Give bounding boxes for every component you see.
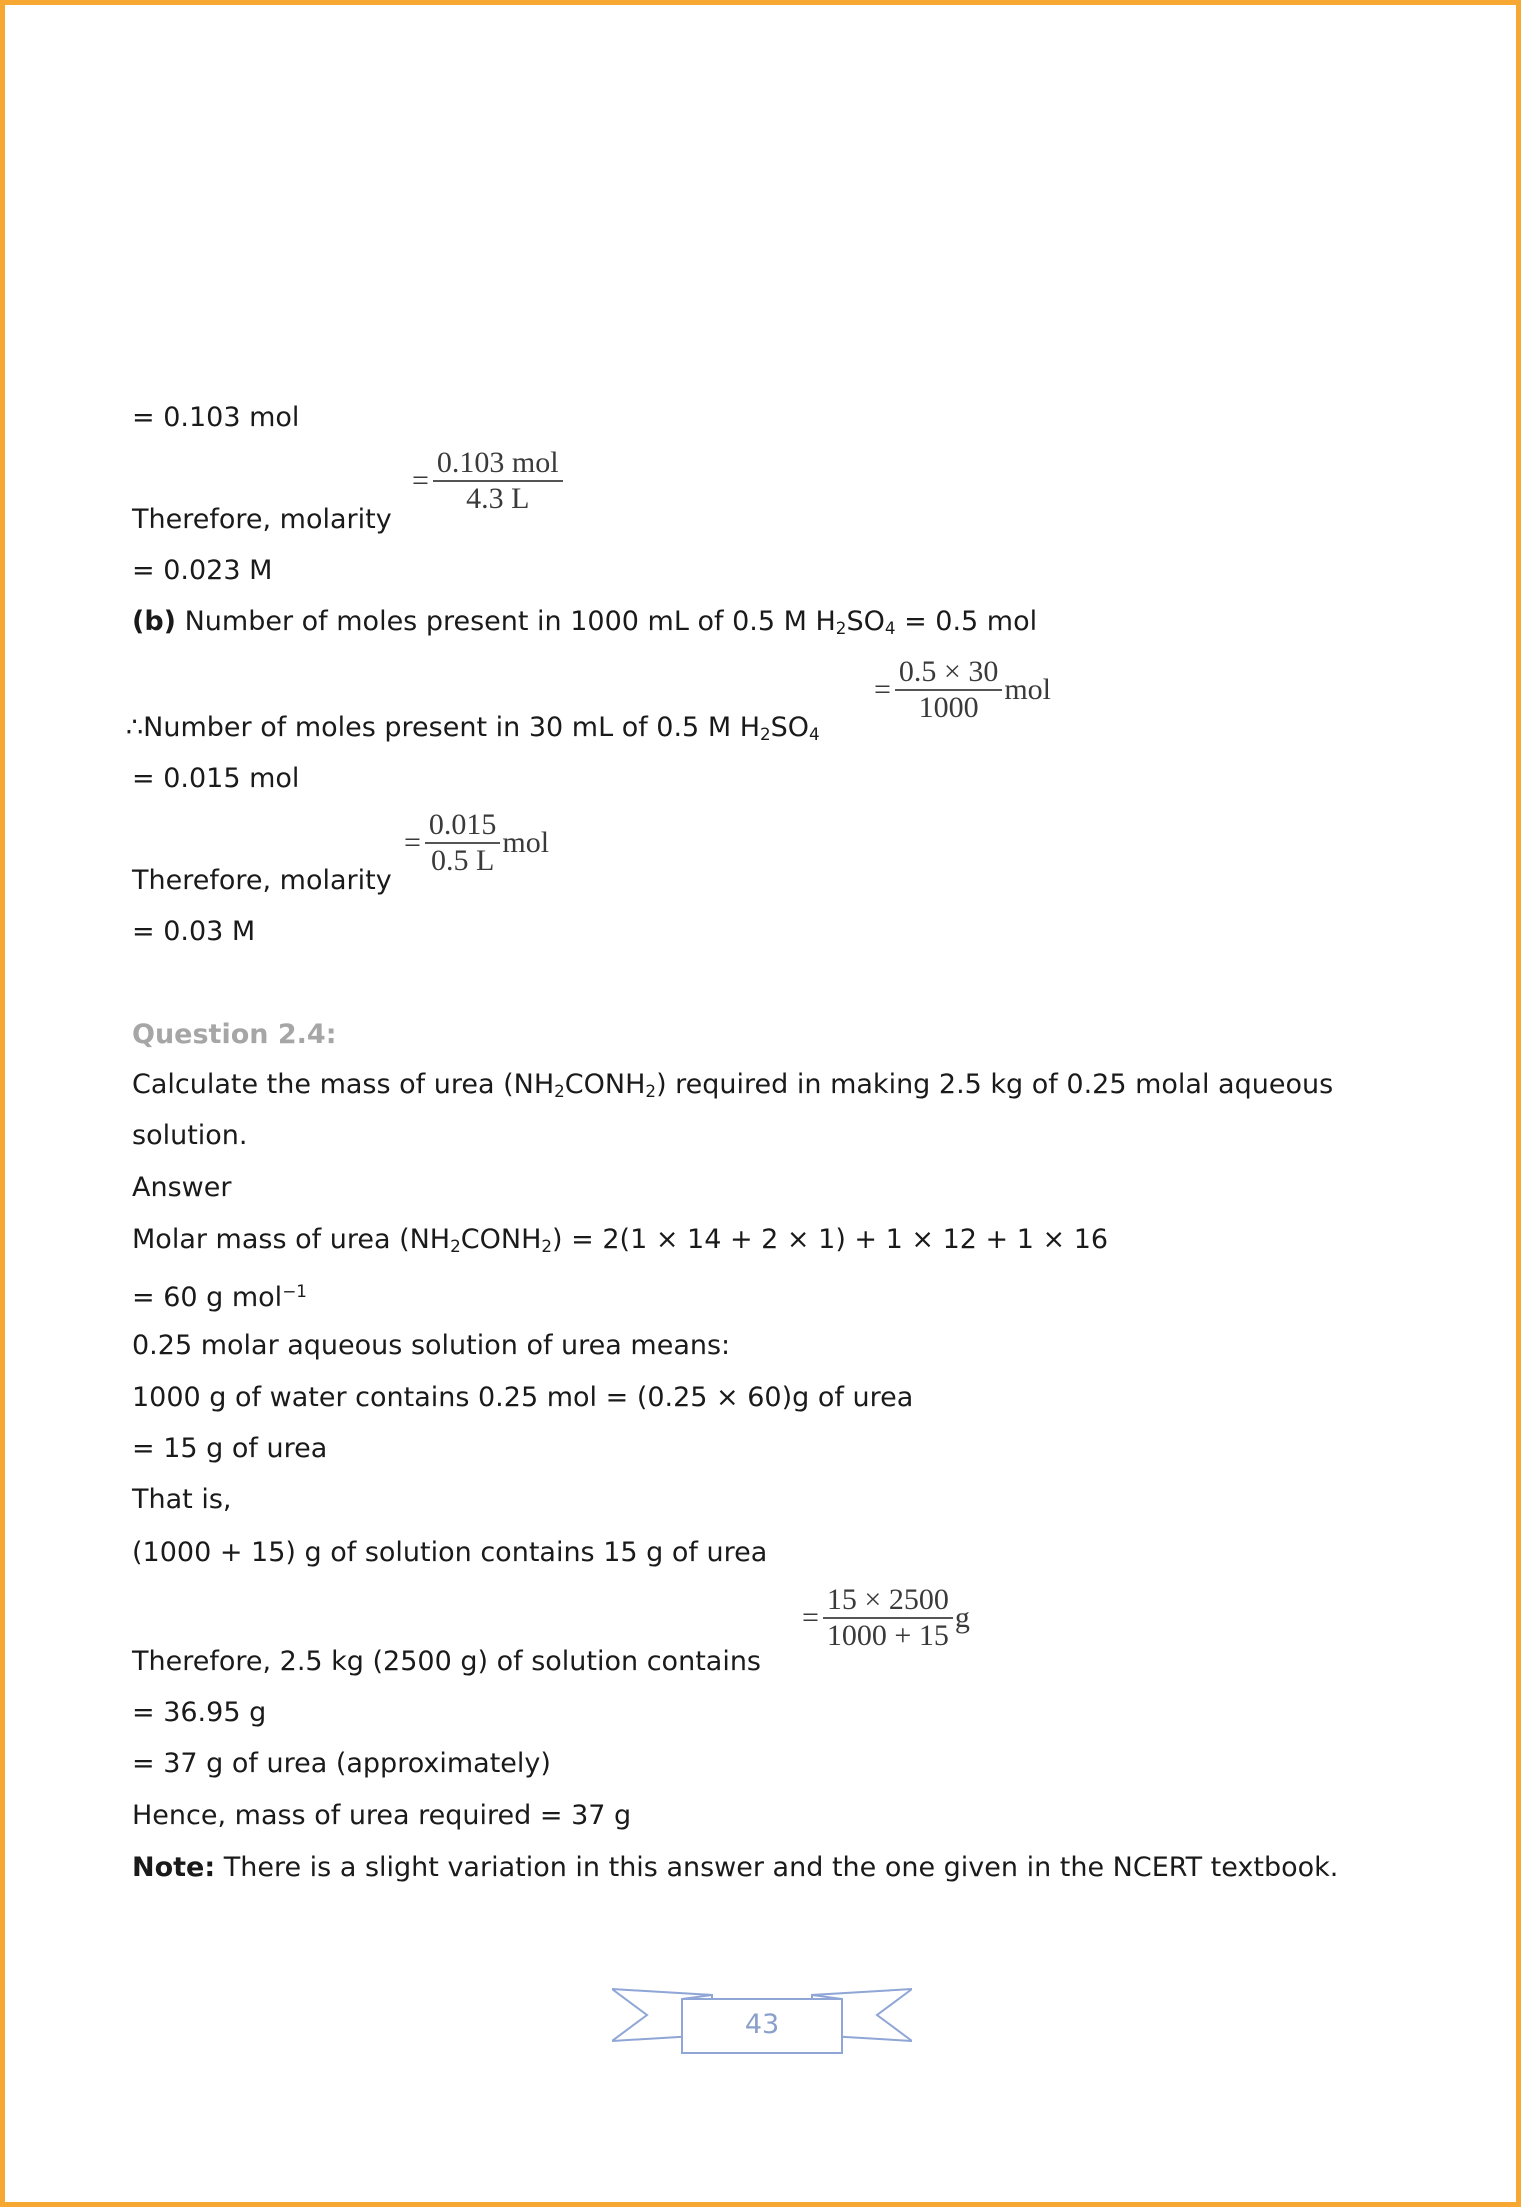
answer-line-3695: = 36.95 g [132, 1697, 267, 1728]
answer-line-hence: Hence, mass of urea required = 37 g [132, 1800, 632, 1831]
part-b-line2-text: ∴Number of moles present in 30 mL of 0.5 M H [126, 712, 760, 743]
answer-line-that-is: That is, [132, 1484, 232, 1515]
fraction-numerator: 15 × 2500 [826, 1583, 949, 1616]
question-text-line2: solution. [132, 1120, 248, 1151]
answer-line-therefore: Therefore, 2.5 kg (2500 g) of solution contains [132, 1646, 762, 1677]
molar-mass-part: CONH [460, 1224, 542, 1255]
molar-mass-result-text: = 60 g mol [132, 1282, 283, 1314]
question-text-part: CONH [564, 1069, 646, 1100]
note-line [132, 1851, 1338, 1885]
subscript: 4 [809, 724, 820, 745]
fraction-denominator: 4.3 L [466, 482, 530, 515]
answer-line-means: 0.25 molar aqueous solution of urea means: [132, 1330, 731, 1361]
molar-mass-result [132, 1274, 307, 1315]
fraction-unit: mol [502, 826, 550, 859]
fraction-unit: mol [1004, 673, 1052, 706]
molar-mass-part: Molar mass of urea (NH [132, 1224, 451, 1255]
subscript: 2 [554, 1081, 565, 1102]
part-b-line1 [132, 605, 1037, 645]
answer-line-37: = 37 g of urea (approximately) [132, 1748, 551, 1779]
subscript: 2 [835, 618, 847, 639]
fraction-denominator: 1000 + 15 [826, 1619, 949, 1652]
molarity-fraction-a [412, 446, 563, 516]
subscript: 4 [884, 618, 896, 639]
moles-result-a: = 0.103 mol [132, 402, 300, 433]
answer-label: Answer [132, 1172, 232, 1203]
subscript: 2 [760, 724, 771, 745]
subscript: 2 [541, 1236, 553, 1257]
superscript: −1 [282, 1281, 307, 1301]
fraction-denominator: 1000 [918, 691, 979, 724]
note-text: There is a slight variation in this answer and the one given in the NCERT textbook. [215, 1852, 1339, 1883]
question-heading: Question 2.4: [132, 1019, 337, 1050]
answer-line-15g: = 15 g of urea [132, 1433, 328, 1464]
molarity-label-a: Therefore, molarity [132, 504, 392, 535]
page-number: 43 [744, 2009, 780, 2040]
question-text [132, 1068, 1333, 1108]
formula-part: SO [846, 606, 885, 637]
equals-sign: = [412, 464, 429, 497]
part-b-line2 [126, 711, 820, 751]
answer-line-water: 1000 g of water contains 0.25 mol = (0.25 × 60)g of urea [132, 1382, 914, 1413]
equals-sign: = [404, 826, 421, 859]
molar-mass-line [132, 1223, 1108, 1263]
molar-mass-part: ) = 2(1 × 14 + 2 × 1) + 1 × 12 + 1 × 16 [552, 1224, 1109, 1255]
fraction-numerator: 0.103 mol [436, 446, 559, 479]
question-text-part: ) required in making 2.5 kg of 0.25 molal aqueous [656, 1069, 1334, 1100]
note-label: Note: [132, 1852, 216, 1883]
mass-fraction [802, 1583, 970, 1653]
fraction-numerator: 0.015 [428, 808, 497, 841]
formula-part: SO [770, 712, 810, 743]
fraction-denominator: 0.5 L [431, 844, 495, 877]
fraction-numerator: 0.5 × 30 [898, 655, 999, 688]
answer-line-solution: (1000 + 15) g of solution contains 15 g of urea [132, 1537, 768, 1568]
part-b-text-end: = 0.5 mol [895, 606, 1038, 637]
molarity-label-b: Therefore, molarity [132, 865, 392, 896]
fraction-unit: g [954, 1601, 970, 1634]
part-b-label: (b) [132, 606, 177, 637]
equals-sign: = [874, 673, 891, 706]
subscript: 2 [645, 1081, 657, 1102]
molarity-fraction-b [404, 808, 549, 878]
part-b-text: Number of moles present in 1000 mL of 0.5 M H [176, 606, 836, 637]
moles-result-b: = 0.015 mol [132, 763, 300, 794]
moles-fraction-b [874, 655, 1051, 725]
equals-sign: = [802, 1601, 819, 1634]
molarity-result-a: = 0.023 M [132, 555, 273, 586]
question-text-part: Calculate the mass of urea (NH [132, 1069, 555, 1100]
molarity-result-b: = 0.03 M [132, 916, 256, 947]
subscript: 2 [450, 1236, 461, 1257]
